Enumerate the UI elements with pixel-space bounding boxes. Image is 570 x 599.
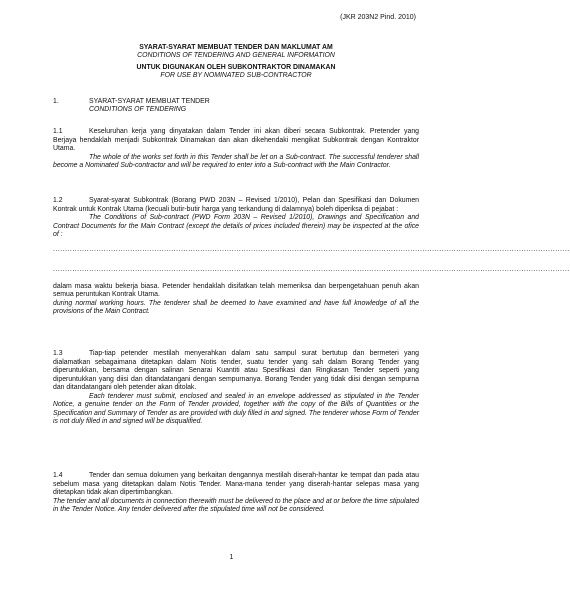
clause-text-malay: Tender dan semua dokumen yang berkaitan dengannya mestilah diserah-hantar ke	[89, 472, 348, 479]
clause-1-1	[53, 128, 419, 171]
clause-number: 1.1	[53, 128, 63, 135]
clause-text-malay: Syarat-syarat Subkontrak (Borang PWD 203N – Revised 1/2010), Pelan dan Spesifikasi	[89, 197, 372, 204]
clause-number: 1.4	[53, 472, 63, 479]
form-reference: (JKR 203N2 Pind. 2010)	[340, 14, 416, 21]
document-titles	[53, 44, 419, 81]
clause-text-english-after: during normal working hours. The tenderer shall be deemed to have examined and have full knowledge of all the provisions of the Main Contract.	[53, 299, 419, 315]
section-title-english: CONDITIONS OF TENDERING	[89, 106, 187, 114]
inspection-address-line-1: ......................................................................................................................................................................................................................	[53, 245, 570, 253]
clause-text-malay-cont: bermeteri yang dialamatkan sebagaimana ditetapkan dalam Notis tender, suatu tender yang sah dalam Borang Tender yang diperuntukkan, bersama dengan salinan Senarai Kuantiti atau Spesifikasi dan Ringkasan Tender seperti yang diperuntukkan yang diisi dan ditandatangani dengan sempurnanya. Borang Tender yang tidak diisi dengan sempurna dan ditandatangani oleh petender akan ditolak.	[53, 350, 420, 391]
main-title-english: CONDITIONS OF TENDERING AND GENERAL INFORMATION	[137, 52, 335, 60]
clause-number: 1.2	[53, 197, 63, 204]
main-title: SYARAT-SYARAT MEMBUAT TENDER DAN MAKLUMAT AM	[139, 44, 333, 51]
clause-text-malay: Tiap-tiap petender mestilah menyerahkan dalam satu sampul surat bertutup dan	[89, 350, 365, 357]
clause-text-english: Each tenderer must submit, enclosed and sealed in an envelope addressed as stipulated in the Tender Notice, a genuine tender on the Form of Tender provided, together with the copy of the Bills of Quantities or the Specification and Summary of Tender as are provided with duly filled in and signed. The tenderer whose Form of Tender is not duly filled in and signed will be disqualified.	[53, 392, 419, 425]
clause-text-malay-after: dalam masa waktu bekerja biasa. Petender hendaklah disifatkan telah memeriksa dan berpengetahuan penuh akan semua peruntukan Kontrak Utama.	[53, 282, 419, 298]
clause-text-malay-cont: tempat dan pada atau sebelum masa yang ditetapkan dalam Notis Tender. Mana-mana tender yang diserah-hantar selepas masa yang ditetapkan tidak akan dipertimbangkan.	[53, 472, 419, 496]
clause-text-malay-cont: dan Dokumen Kontrak untuk Kontrak Utama (kecuali butir-butir harga yang terkandung di dalamnya) boleh diperiksa di pejabat :	[53, 197, 419, 213]
clause-text-malay: Keseluruhan kerja yang dinyatakan dalam Tender ini akan diberi secara Subkontrak.	[89, 128, 366, 135]
clause-text-malay-cont: Pretender yang Berjaya hendaklah menjadi Subkontrak Dinamakan dan akan dikehendaki mengikat Subkontrak dengan Kontraktor Utama.	[53, 128, 419, 152]
section-number: 1.	[53, 98, 59, 105]
clause-text-english: The tender and all documents in connection therewith must be delivered to the place and at or before the time stipulated in the Tender Notice. Any tender delivered after the stipulated time will not be considered.	[53, 497, 419, 513]
clause-1-3	[53, 350, 419, 427]
inspection-address-line-2: ......................................................................................................................................................................................................................	[53, 266, 570, 273]
sub-title: UNTUK DIGUNAKAN OLEH SUBKONTRAKTOR DINAMAKAN	[136, 63, 336, 71]
section-heading	[53, 98, 419, 115]
clause-1-4	[53, 472, 419, 515]
clause-text-english: The whole of the works set forth in this Tender shall be let on a Sub-contract. The successful tenderer shall become a Nominated Sub-contractor and will be required to enter into a Sub-contract with the Main Contractor.	[53, 153, 419, 169]
clause-text-english: The Conditions of Sub-contract (PWD Form 203N – Revised 1/2010), Drawings and Specification and Contract Documents for the Main Contract (except the details of prices included therein) may be inspected at the ofice of :	[53, 214, 419, 238]
clause-1-2	[53, 197, 570, 317]
section-title: SYARAT-SYARAT MEMBUAT TENDER	[89, 98, 210, 105]
page-number: 1	[229, 554, 234, 561]
sub-title-english: FOR USE BY NOMINATED SUB-CONTRACTOR	[160, 72, 312, 80]
clause-number: 1.3	[53, 350, 63, 357]
